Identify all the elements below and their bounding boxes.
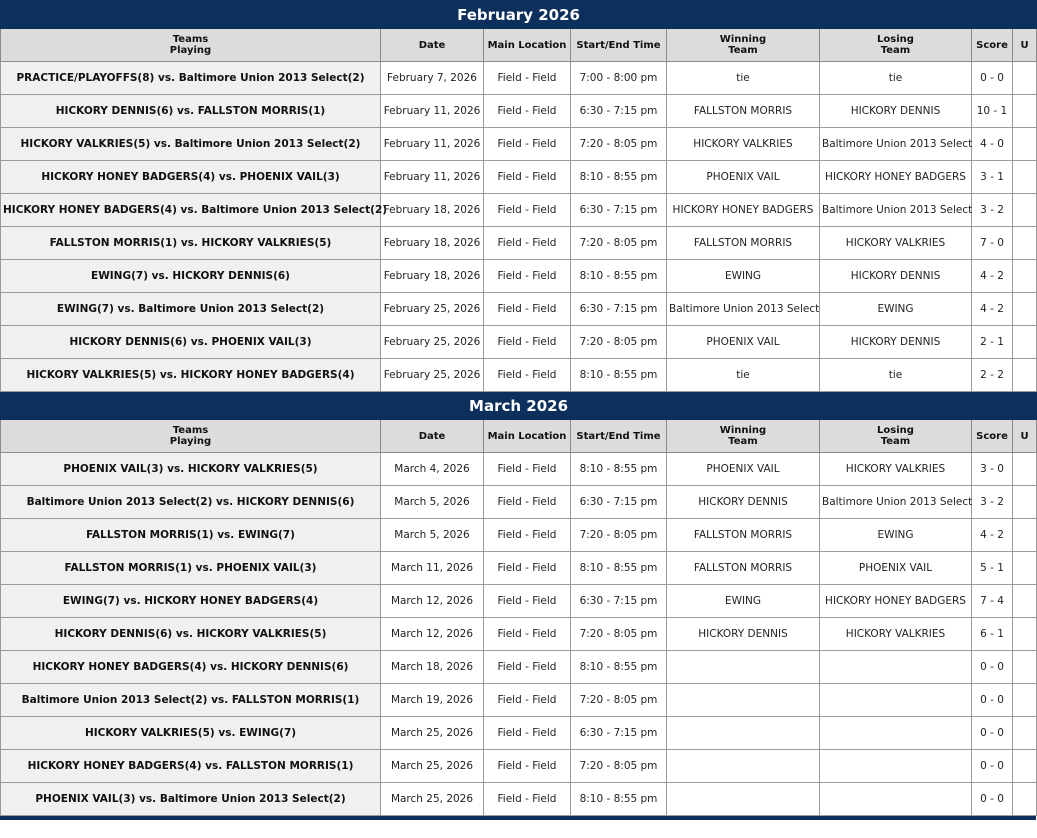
col-header-date[interactable]: Date [381, 29, 484, 62]
col-header-winning-line1: Winning [719, 425, 767, 436]
game-row [1, 519, 1037, 552]
game-winner [667, 717, 820, 750]
game-teams: HICKORY VALKRIES(5) vs. EWING(7) [1, 717, 381, 750]
game-row [1, 359, 1037, 392]
game-loser: HICKORY VALKRIES [820, 618, 972, 651]
game-row [1, 684, 1037, 717]
game-date: February 18, 2026 [381, 260, 484, 293]
game-time: 6:30 - 7:15 pm [571, 585, 667, 618]
game-extra [1013, 618, 1037, 651]
game-winner: tie [667, 359, 820, 392]
game-winner: FALLSTON MORRIS [667, 227, 820, 260]
game-loser: tie [820, 62, 972, 95]
game-time: 6:30 - 7:15 pm [571, 293, 667, 326]
game-location: Field - Field [484, 783, 571, 816]
col-header-score[interactable]: Score [972, 29, 1013, 62]
game-extra [1013, 519, 1037, 552]
game-loser [820, 750, 972, 783]
game-time: 8:10 - 8:55 pm [571, 453, 667, 486]
game-time: 8:10 - 8:55 pm [571, 651, 667, 684]
game-extra [1013, 260, 1037, 293]
game-score: 3 - 2 [972, 194, 1013, 227]
month-header-row [1, 1, 1037, 29]
game-winner: HICKORY DENNIS [667, 486, 820, 519]
game-date: March 18, 2026 [381, 651, 484, 684]
game-time: 8:10 - 8:55 pm [571, 260, 667, 293]
col-header-losing[interactable] [820, 420, 972, 453]
game-winner: PHOENIX VAIL [667, 326, 820, 359]
game-teams: Baltimore Union 2013 Select(2) vs. FALLSTON MORRIS(1) [1, 684, 381, 717]
game-time: 7:20 - 8:05 pm [571, 750, 667, 783]
game-loser: HICKORY DENNIS [820, 95, 972, 128]
game-location: Field - Field [484, 453, 571, 486]
game-loser [820, 783, 972, 816]
game-score: 0 - 0 [972, 684, 1013, 717]
game-teams: FALLSTON MORRIS(1) vs. HICKORY VALKRIES(5) [1, 227, 381, 260]
game-location: Field - Field [484, 618, 571, 651]
game-date: March 12, 2026 [381, 585, 484, 618]
game-extra [1013, 453, 1037, 486]
game-row [1, 293, 1037, 326]
game-winner: FALLSTON MORRIS [667, 519, 820, 552]
game-location: Field - Field [484, 519, 571, 552]
game-location: Field - Field [484, 260, 571, 293]
game-winner [667, 783, 820, 816]
game-score: 0 - 0 [972, 783, 1013, 816]
game-location: Field - Field [484, 161, 571, 194]
game-date: February 18, 2026 [381, 227, 484, 260]
game-date: February 25, 2026 [381, 293, 484, 326]
game-winner: HICKORY HONEY BADGERS [667, 194, 820, 227]
game-row [1, 128, 1037, 161]
game-teams: HICKORY HONEY BADGERS(4) vs. HICKORY DENNIS(6) [1, 651, 381, 684]
game-time: 8:10 - 8:55 pm [571, 161, 667, 194]
game-teams: HICKORY VALKRIES(5) vs. Baltimore Union 2013 Select(2) [1, 128, 381, 161]
game-score: 2 - 1 [972, 326, 1013, 359]
game-row [1, 194, 1037, 227]
game-row [1, 227, 1037, 260]
game-teams: HICKORY HONEY BADGERS(4) vs. PHOENIX VAIL(3) [1, 161, 381, 194]
game-time: 6:30 - 7:15 pm [571, 717, 667, 750]
game-winner: PHOENIX VAIL [667, 161, 820, 194]
game-location: Field - Field [484, 684, 571, 717]
game-date: February 25, 2026 [381, 326, 484, 359]
game-teams: HICKORY HONEY BADGERS(4) vs. FALLSTON MORRIS(1) [1, 750, 381, 783]
game-extra [1013, 585, 1037, 618]
game-winner: FALLSTON MORRIS [667, 95, 820, 128]
game-row [1, 486, 1037, 519]
col-header-winning[interactable] [667, 420, 820, 453]
col-header-teams-line2: Playing [169, 436, 212, 447]
game-extra [1013, 95, 1037, 128]
game-teams: PHOENIX VAIL(3) vs. Baltimore Union 2013 Select(2) [1, 783, 381, 816]
game-date: February 11, 2026 [381, 161, 484, 194]
game-row [1, 260, 1037, 293]
game-extra [1013, 486, 1037, 519]
game-extra [1013, 293, 1037, 326]
col-header-losing[interactable] [820, 29, 972, 62]
game-loser: HICKORY VALKRIES [820, 453, 972, 486]
game-extra [1013, 651, 1037, 684]
col-header-winning-line2: Team [728, 45, 758, 56]
month-title: March 2026 [1, 392, 1037, 420]
game-score: 0 - 0 [972, 651, 1013, 684]
game-extra [1013, 552, 1037, 585]
game-winner: FALLSTON MORRIS [667, 552, 820, 585]
col-header-losing-line1: Losing [877, 34, 914, 45]
game-loser: Baltimore Union 2013 Select [820, 194, 972, 227]
game-teams: HICKORY DENNIS(6) vs. PHOENIX VAIL(3) [1, 326, 381, 359]
game-score: 4 - 0 [972, 128, 1013, 161]
game-row [1, 717, 1037, 750]
game-loser: EWING [820, 293, 972, 326]
game-row [1, 95, 1037, 128]
game-time: 8:10 - 8:55 pm [571, 783, 667, 816]
game-row [1, 161, 1037, 194]
game-score: 0 - 0 [972, 750, 1013, 783]
game-location: Field - Field [484, 750, 571, 783]
game-loser: HICKORY HONEY BADGERS [820, 161, 972, 194]
game-date: February 18, 2026 [381, 194, 484, 227]
game-extra [1013, 194, 1037, 227]
game-loser: Baltimore Union 2013 Select [820, 486, 972, 519]
game-date: March 19, 2026 [381, 684, 484, 717]
game-winner: Baltimore Union 2013 Select [667, 293, 820, 326]
game-time: 7:20 - 8:05 pm [571, 618, 667, 651]
col-header-location[interactable]: Main Location [484, 29, 571, 62]
game-score: 10 - 1 [972, 95, 1013, 128]
game-location: Field - Field [484, 359, 571, 392]
game-loser: Baltimore Union 2013 Select [820, 128, 972, 161]
game-date: February 7, 2026 [381, 62, 484, 95]
game-score: 4 - 2 [972, 519, 1013, 552]
game-time: 7:00 - 8:00 pm [571, 62, 667, 95]
col-header-losing-line2: Team [880, 436, 911, 447]
game-winner: EWING [667, 260, 820, 293]
game-winner [667, 651, 820, 684]
game-extra [1013, 750, 1037, 783]
game-row [1, 453, 1037, 486]
col-header-teams-line1: Teams [172, 425, 209, 436]
game-row [1, 651, 1037, 684]
game-row [1, 552, 1037, 585]
game-teams: EWING(7) vs. HICKORY DENNIS(6) [1, 260, 381, 293]
game-extra [1013, 161, 1037, 194]
game-location: Field - Field [484, 326, 571, 359]
game-date: March 5, 2026 [381, 519, 484, 552]
game-row [1, 618, 1037, 651]
game-location: Field - Field [484, 95, 571, 128]
game-time: 6:30 - 7:15 pm [571, 194, 667, 227]
column-header-row [1, 29, 1037, 62]
col-header-losing-line1: Losing [877, 425, 914, 436]
game-location: Field - Field [484, 717, 571, 750]
game-teams: EWING(7) vs. Baltimore Union 2013 Select(2) [1, 293, 381, 326]
month-header-row [1, 392, 1037, 420]
game-extra [1013, 128, 1037, 161]
game-loser [820, 651, 972, 684]
game-date: February 11, 2026 [381, 128, 484, 161]
col-header-teams-line1: Teams [172, 34, 209, 45]
game-loser: PHOENIX VAIL [820, 552, 972, 585]
column-header-row [1, 420, 1037, 453]
game-loser: HICKORY VALKRIES [820, 227, 972, 260]
game-location: Field - Field [484, 651, 571, 684]
game-teams: PRACTICE/PLAYOFFS(8) vs. Baltimore Union 2013 Select(2) [1, 62, 381, 95]
col-header-extra[interactable]: U [1013, 420, 1037, 453]
game-extra [1013, 783, 1037, 816]
game-date: March 5, 2026 [381, 486, 484, 519]
game-loser [820, 684, 972, 717]
month-title: February 2026 [1, 1, 1037, 29]
schedule-body [1, 1, 1037, 816]
game-location: Field - Field [484, 128, 571, 161]
game-loser: HICKORY DENNIS [820, 260, 972, 293]
game-score: 4 - 2 [972, 293, 1013, 326]
game-row [1, 750, 1037, 783]
game-location: Field - Field [484, 585, 571, 618]
game-date: February 25, 2026 [381, 359, 484, 392]
game-winner [667, 750, 820, 783]
game-score: 3 - 2 [972, 486, 1013, 519]
game-row [1, 585, 1037, 618]
game-time: 7:20 - 8:05 pm [571, 128, 667, 161]
game-winner: HICKORY VALKRIES [667, 128, 820, 161]
game-teams: PHOENIX VAIL(3) vs. HICKORY VALKRIES(5) [1, 453, 381, 486]
game-score: 0 - 0 [972, 717, 1013, 750]
game-winner: HICKORY DENNIS [667, 618, 820, 651]
game-location: Field - Field [484, 194, 571, 227]
col-header-date[interactable]: Date [381, 420, 484, 453]
game-location: Field - Field [484, 227, 571, 260]
game-time: 7:20 - 8:05 pm [571, 684, 667, 717]
game-teams: HICKORY HONEY BADGERS(4) vs. Baltimore Union 2013 Select(2) [1, 194, 381, 227]
game-teams: Baltimore Union 2013 Select(2) vs. HICKORY DENNIS(6) [1, 486, 381, 519]
col-header-teams[interactable] [1, 29, 381, 62]
game-teams: EWING(7) vs. HICKORY HONEY BADGERS(4) [1, 585, 381, 618]
game-winner: tie [667, 62, 820, 95]
game-time: 6:30 - 7:15 pm [571, 95, 667, 128]
col-header-teams-line2: Playing [169, 45, 212, 56]
col-header-teams[interactable] [1, 420, 381, 453]
game-loser: tie [820, 359, 972, 392]
game-time: 6:30 - 7:15 pm [571, 486, 667, 519]
game-teams: HICKORY DENNIS(6) vs. FALLSTON MORRIS(1) [1, 95, 381, 128]
game-extra [1013, 717, 1037, 750]
game-date: February 11, 2026 [381, 95, 484, 128]
game-teams: FALLSTON MORRIS(1) vs. EWING(7) [1, 519, 381, 552]
game-date: March 4, 2026 [381, 453, 484, 486]
game-extra [1013, 684, 1037, 717]
col-header-losing-line2: Team [880, 45, 911, 56]
game-time: 8:10 - 8:55 pm [571, 359, 667, 392]
game-score: 3 - 1 [972, 161, 1013, 194]
game-loser: EWING [820, 519, 972, 552]
game-extra [1013, 326, 1037, 359]
game-score: 5 - 1 [972, 552, 1013, 585]
game-score: 0 - 0 [972, 62, 1013, 95]
game-time: 7:20 - 8:05 pm [571, 519, 667, 552]
game-teams: HICKORY VALKRIES(5) vs. HICKORY HONEY BADGERS(4) [1, 359, 381, 392]
game-row [1, 62, 1037, 95]
col-header-extra[interactable]: U [1013, 29, 1037, 62]
game-location: Field - Field [484, 486, 571, 519]
game-loser: HICKORY DENNIS [820, 326, 972, 359]
col-header-time[interactable]: Start/End Time [571, 420, 667, 453]
game-score: 2 - 2 [972, 359, 1013, 392]
col-header-winning-line2: Team [728, 436, 758, 447]
game-winner: EWING [667, 585, 820, 618]
game-row [1, 783, 1037, 816]
col-header-winning-line1: Winning [719, 34, 767, 45]
bottom-bar [0, 816, 1036, 820]
game-extra [1013, 359, 1037, 392]
game-score: 3 - 0 [972, 453, 1013, 486]
game-score: 7 - 4 [972, 585, 1013, 618]
game-extra [1013, 227, 1037, 260]
game-extra [1013, 62, 1037, 95]
game-time: 7:20 - 8:05 pm [571, 326, 667, 359]
game-date: March 11, 2026 [381, 552, 484, 585]
game-time: 7:20 - 8:05 pm [571, 227, 667, 260]
game-teams: HICKORY DENNIS(6) vs. HICKORY VALKRIES(5) [1, 618, 381, 651]
col-header-winning[interactable] [667, 29, 820, 62]
game-winner [667, 684, 820, 717]
game-score: 4 - 2 [972, 260, 1013, 293]
game-location: Field - Field [484, 62, 571, 95]
col-header-time[interactable]: Start/End Time [571, 29, 667, 62]
game-date: March 12, 2026 [381, 618, 484, 651]
game-loser [820, 717, 972, 750]
game-score: 7 - 0 [972, 227, 1013, 260]
game-location: Field - Field [484, 552, 571, 585]
game-winner: PHOENIX VAIL [667, 453, 820, 486]
game-loser: HICKORY HONEY BADGERS [820, 585, 972, 618]
game-date: March 25, 2026 [381, 750, 484, 783]
game-teams: FALLSTON MORRIS(1) vs. PHOENIX VAIL(3) [1, 552, 381, 585]
col-header-score[interactable]: Score [972, 420, 1013, 453]
game-time: 8:10 - 8:55 pm [571, 552, 667, 585]
game-score: 6 - 1 [972, 618, 1013, 651]
game-date: March 25, 2026 [381, 717, 484, 750]
col-header-location[interactable]: Main Location [484, 420, 571, 453]
game-date: March 25, 2026 [381, 783, 484, 816]
game-row [1, 326, 1037, 359]
game-location: Field - Field [484, 293, 571, 326]
